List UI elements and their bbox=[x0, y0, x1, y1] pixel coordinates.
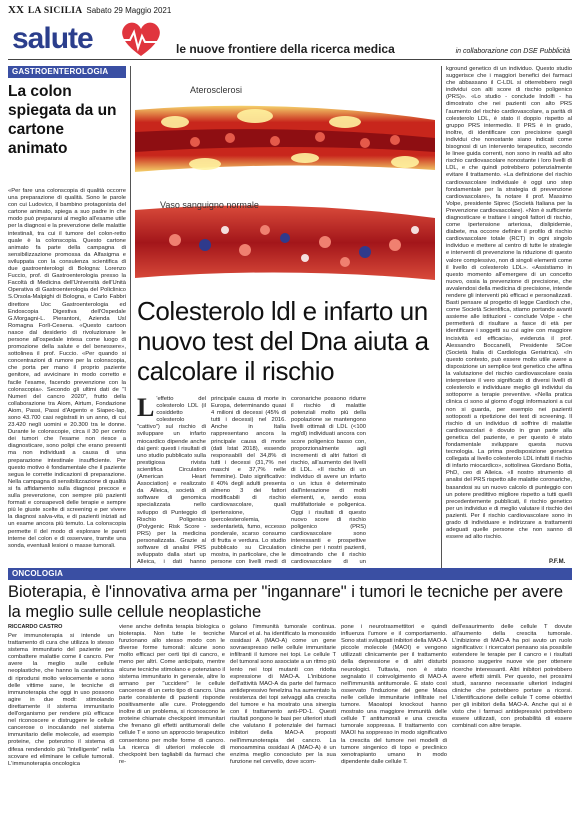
article-col-2: principale causa di morte in Europa, determinando quasi 4 milioni di decessi (45% di tutti i decessi) nel 2016. Anche in Italia rappresentano ancora la principale causa di morte (dati Istat 2018), essendo responsabili del 34,8% di tutti i decessi (31,7% nei maschi e 37,7% nelle femmine). Dato significativo: il 40% degli adulti presenta almeno 3 dei fattori modificabili di rischio cardiovascolare, quali ipertensione, ipercolesterolemia, sedentarietà, fumo, eccesso ponderale, scarso consumo di frutta e verdura. Lo studio pubblicato su Circulation mostra, in particolare, che le persone con livelli medi di bbox=[211, 396, 286, 566]
newspaper-name: LA SICILIA bbox=[27, 6, 83, 16]
oncology-col-5: dell'esaurimento delle cellule T dovute all'aumento della crescita tumorale. L'inibizione di MAO-A ha poi avuto un ruolo significativo: i ricercatori pensano sia possibile estendere le terapie per il cancro e i risultati possono suggerire nuove vie per ottenere ricerche interessanti. Altri inibitori potrebbero avere effetti simili. Per questo, nei prossimi studi, saranno necessarie ulteriori indagini cliniche che potrebbero portare a ricorsi. L'identificazione delle cellule T come obiettivi per gli inibitori della MAO-A. Anche qui si è visto che i farmaci antidepressivi potrebbero essere utilizzati, con probabilità di essere combinati con altre terapie. bbox=[452, 624, 572, 730]
figure-label-bottom: Vaso sanguigno normale bbox=[160, 200, 259, 210]
oncology-col-2: viene anche definita terapia biologica o bioterapia. Non tutte le tecniche funzionano allo stesso modo con le diverse forme tumorali: alcune sono molto efficaci per certi tipi di cancro, e meno per altri. Come anticipato, mentre alcune tecniche stimolano e potenziano il sistema immunitario in generale, altre lo armano per "uccidere" le cellule cancerose di un certo tipo di cancro. Una parte consistente di pazienti risponde positivamente alle cure. Proteggendo inoltre di un problema, si riconoscono le proteine chiamate checkpoint immunitari che frenano gli effetti antitumorali delle cellule T e sono un approccio terapeutico consentono per molte forme di cancro. La ricerca di ulteriori molecole di checkpoint ben tagliabili da farmaci che re- bbox=[119, 624, 225, 765]
gastro-headline: La colon spiegata da un cartone animato bbox=[8, 83, 117, 157]
collaboration-note: in collaborazione con DSE Pubblicità bbox=[455, 48, 570, 55]
oncology-col-1: Per immunoterapia si intende un trattamento di cura che utilizza lo stesso sistema immunitario del paziente per combattere malattie come il cancro. Per avere la meglio sulle cellule neoplastiche, che hanno la caratteristica di riprodursi molto velocemente e sono delle vittime sane, le tecniche di immunoterapia che oggi in uso possono agire in due modi: stimolando direttamente il sistema immunitario dell'organismo per rendere più efficace nel riconoscere e distruggere le cellule cancerose o inoculando nel sistema immunitario delle molecole, ad esempio proteine, che potenzino il sistema di difesa rendendolo più "intelligente" nella scovare ed eliminare le cellule tumorali. L'immunoterapia oncologica bbox=[8, 633, 114, 767]
dropcap: L bbox=[137, 396, 155, 422]
article-col-4: kground genetico di un individuo. Questo studio suggerisce che i maggiori benefici dei farmaci che abbassano il C-LDL si otterrebbero negli individui con alti score di rischio poligenico (PRS)». «Lo studio - conclude Indolfi - ha dimostrato che nei pazienti con alto PRS l'aumento del rischio cardiovascolare, a parità di colesterolo LDL, è stato il doppio rispetto al gruppo PRS intermedio. Il PRS è in grado, inoltre, di identificare con precisione quegli individui che nonostante siano indicati come bisognosi di un intervento terapeutico, secondo le linee guida correnti, non sono in realtà ad alto rischio cardiovascolare nonostante i loro livelli di LDL, e che quindi potrebbero potenzialmente evitare il trattamento. «La definizione del rischio cardiovascolare individuale è oggi uno step fondamentale per la strategia di prevenzione cardiovascolare», fa notare il prof. Massimo Volpe, presidente Siprec (Società Italiana per la Prevenzione cardiovascolare). «Non è sufficiente diagnosticare e trattare i singoli fattori di rischio, come ipertensione arteriosa, dislipidemie, diabete, ma occorre definire il profilo di rischio cardiovascolare totale (RCT) in ogni singolo individuo e mettere al centro di tutte le strategie e interventi di prevenzione la riduzione di questo valore complessivo, non di singoli elementi come il livello di colesterolo LDL». «Assistiamo in questo momento all'emergere di un concetto nuovo, ossia la prevenzione di precisione, che avvalendosi della medicina di precisione, intende rendere gli interventi più efficaci e personalizzati. Basti pensare al progetto di legge Cardioch che, come Società Scientifica, stiamo portando avanti assieme alle istituzioni - conclude Volpe - che permetterà di risultare a fasce di età per identificare i soggetti su cui agire con maggiore incisività ed efficacia», evidenzia il prof. Alessandro Boccanelli, Presidente SiCoe (Società Italia di Cardiologia Geriatrica). «In questo contesto, può essere molto utile avere a disposizione un semplice test genetico che affina la valutazione del rischio cardiovascolare ossia interpretare il vero significato di diversi livelli di colesterolo e individuare meglio gli individui da sottoporre a terapie preventive. «Nella pratica clinica ci sono al giorno d'oggi informazioni a cui non si guarda, per esempio nei pazienti sottoposti a ripetizione dei test di screening. Il rischio di un individuo di soffrire di malattie cardiovascolari è dovuto in gran parte alla genetica del paziente, e per questo è stato fondamentale sviluppare questa nuova tecnologia. La prima predisposizione genetica collegata al livello colesterolo LDL infatti il rischio di infarto miocardico», sottolinea Giordano Botta, PhD, ceo di Alleica. «Il nostro strumento di analisi del PRS rispetto alle malattie coronariche, basandosi su un nuovo calcolo di punteggio con un potere predittivo migliore rispetto a tutti quelli precedentemente pubblicati, il rischio genetico per un individuo e di meglio valutare il rischio dei pazienti. Per il rischio cardiovascolare sono in grado di individuare e indirizzare a trattamenti adeguati quelle persone che non sanno di essere ad alto rischio. bbox=[446, 66, 572, 541]
oncology-col-4: pone i neurotrasmettitori e quindi influenza l'umore e il comportamento. Sono stati sviluppati inibitori della MAO-A piccole molecole (MAOI) e vengono utilizzati clinicamente per il trattamento della depressione e di altri disturbi neurologici. Tuttavia, non è stato segnalato il coinvolgimento di MAO-A nell'immunità antitumorale. È stato così osservato l'induzione del gene Maoa nelle cellule immunitarie infiltrate nel tumore. Maoatopi knockout hanno mostrato una maggiore immunità delle cellule T antitumorali e una crescita tumorale soppressa. Il trattamento con MAOI ha soppresso in modo significativo la crescita del tumore nei modelli di tumore singenico di topo e preclinico xenotrapianto umano in modo dipendente dalle cellule T. bbox=[341, 624, 447, 765]
main-headline: Colesterolo ldl e infarto un nuovo test del Dna aiuta a calcolare il rischio bbox=[137, 296, 429, 386]
gastro-body: «Per fare una colonscopia di qualità occorre una preparazione di qualità. Sono le parole con cui Ludovico, il bambino protagonista del cartone animato, spiega a suo padre in che modo può prepararsi al meglio all'esame utile per la diagnosi e la prevenzione delle malattie intestinali, tra cui il tumore del colon-retto quale è la colonscopia. Questo cartone animato fa parte della campagna di sensibilizzazione promossa da Alfasigma e sviluppata con la consulenza scientifica di due gastroenterologi di Bologna: Lorenzo Fuccio, prof. di Gastroenterologia presso la Facoltà di Medicina dell'Università dell'Unità Operativa di Gastroenterologia del Policlinico S.Orsola-Malpighi di Bologna, e Carlo Fabbri direttore Uoc Gastroenterologia ed Endoscopia Digestiva dell'Ospedale G.Morgagni-L. Pierantoni, Azienda Usl Romagna Forlì-Cesena. «Questo cartoon nasce dal desiderio di rivoluzionare le persone all'ospedale intesa come luogo di promozione della salute e del benessere», sottolinea il prof. Fuccio. «Per quando si concentrazioni di rumore per la colonscopia, che porta per mano il proprio paziente genitore, ad avvicinare in modo corretto e facile l'esame, facendo prevenzione con la colonscopia». Secondo gli ultimi dati de "I Numeri del cancro 2020", frutto della collaborazione tra Aiom, Airtum, Fondazione Aiom, Passi, Passi d'Argento e Siapec-Iap, sono 43.700 casi registrati in un anno, di cui 23.420 negli uomini e 20.300 tra le donne. Durante le colonscopie, circa il 30 per cento dei tumori che l'esame non riesce a diagnosticare, sono polipi che erano presenti ma non individuati a causa di una preparazione intestinale insufficiente. Per questo motivo è fondamentale che il paziente segua le corrette indicazioni di preparazione. Nella campagna di sensibilizzazione di qualità si fa affidamento sulla diagnosi precoce e sulla prevenzione, con sempre più pazienti formati e consapevoli delle terapie e sempre più le giuste scelte di screening e per vivere la diagnosi salva-vita, e di pazienti iniziati ad un esame ancora più temuto. La colonscopia permette il del modo di esplorare le pareti interne del colon e di osservare, tramite una sonda, eventuali lesioni o masse tumorali. bbox=[8, 188, 126, 549]
column-divider bbox=[130, 66, 131, 568]
page-number: XX bbox=[8, 4, 24, 16]
oncology-section-bar: ONCOLOGIA bbox=[8, 568, 572, 580]
section-masthead bbox=[8, 20, 572, 60]
artery-illustration bbox=[135, 80, 435, 290]
section-subtitle: le nuove frontiere della ricerca medica bbox=[176, 42, 395, 56]
article-signoff: P.F.M. bbox=[549, 559, 566, 565]
article-col-1: L 'effetto del colesterolo LDL (il cosiddetto colesterolo "cattivo") sul rischio di sviluppare un infarto miocardico dipende anche dai geni: questi i risultati di uno studio pubblicato sulla prestigiosa rivista scientifica Circulation (American Heart Association) e realizzato da Alleica, società di software di genomica specializzata nello sviluppo di Punteggio di Rischio Poligenico (Polygenic Risk Score - PRS) per la medicina personalizzata. Grazie al software di analisi PRS sviluppato dalla start up Alleica, i dati hanno bbox=[137, 396, 206, 566]
oncology-headline: Bioterapia, è l'innovativa arma per "ingannare" i tumori le tecniche per avere la meglio sulle cellule neoplastiche bbox=[8, 583, 564, 621]
figure-label-top: Aterosclerosi bbox=[190, 85, 243, 95]
page-topline bbox=[8, 4, 572, 18]
issue-date: Sabato 29 Maggio 2021 bbox=[86, 6, 172, 15]
oncology-col-3: golano l'immunità tumorale continua. Marcel et al. ha identificato la monossido ossidasi A (MAO-A) come un gene sovraespresso nelle cellule immunitarie infiltranti il tumore nei topi. Le cellule T del tumoral sono associate a un ritmo più lento nei topi mutanti con ridotta espressione di MAO-A. L'inibizione dell'attività MAO-A da parte del farmaco antidepressivo fenelzina ha aumentato la resistenza dei topi selvaggi alla crescita del tumore e ha mostrato una sinergia con il trattamento anti-PD-1. Questi risultati pongono le basi per ulteriori studi che valutano il potenziale dei farmaci inibitori della MAO-A proposti nell'immunoterapia del cancro. La monoammina ossidasi A (MAO-A) è un enzima meglio conosciuto per la sua funzione nel cervello, dove scom- bbox=[230, 624, 336, 765]
article-col-3: coronariche possono ridurre il rischio di malattie potenziali molto più della popolazione se mantengono livelli ottimali di LDL (<100 mg/dl) individuati ancora con score poligenico basso con, proporzionalmente agli incrementi di altri fattori di rischio, all'aumento dei livelli di LDL. «Il rischio di un individuo di avere un infarto o un ictus è determinato dall'interazione di molti elementi, e, sendo essa multifattoriale e poligenica. Oggi i risultati di questo nuovo score di rischio poligenico (PRS) cardiovascolare sono interessanti e prospettive cliniche per i nostri pazienti, dimostrando che il rischio cardiovascolare di un bbox=[291, 396, 366, 566]
heart-pulse-icon bbox=[118, 20, 164, 58]
section-name: salute bbox=[12, 22, 93, 55]
byline: RICCARDO CASTRO bbox=[8, 624, 63, 630]
gastro-section-bar: GASTROENTEROLOGIA bbox=[8, 66, 126, 78]
column-divider bbox=[441, 66, 442, 568]
